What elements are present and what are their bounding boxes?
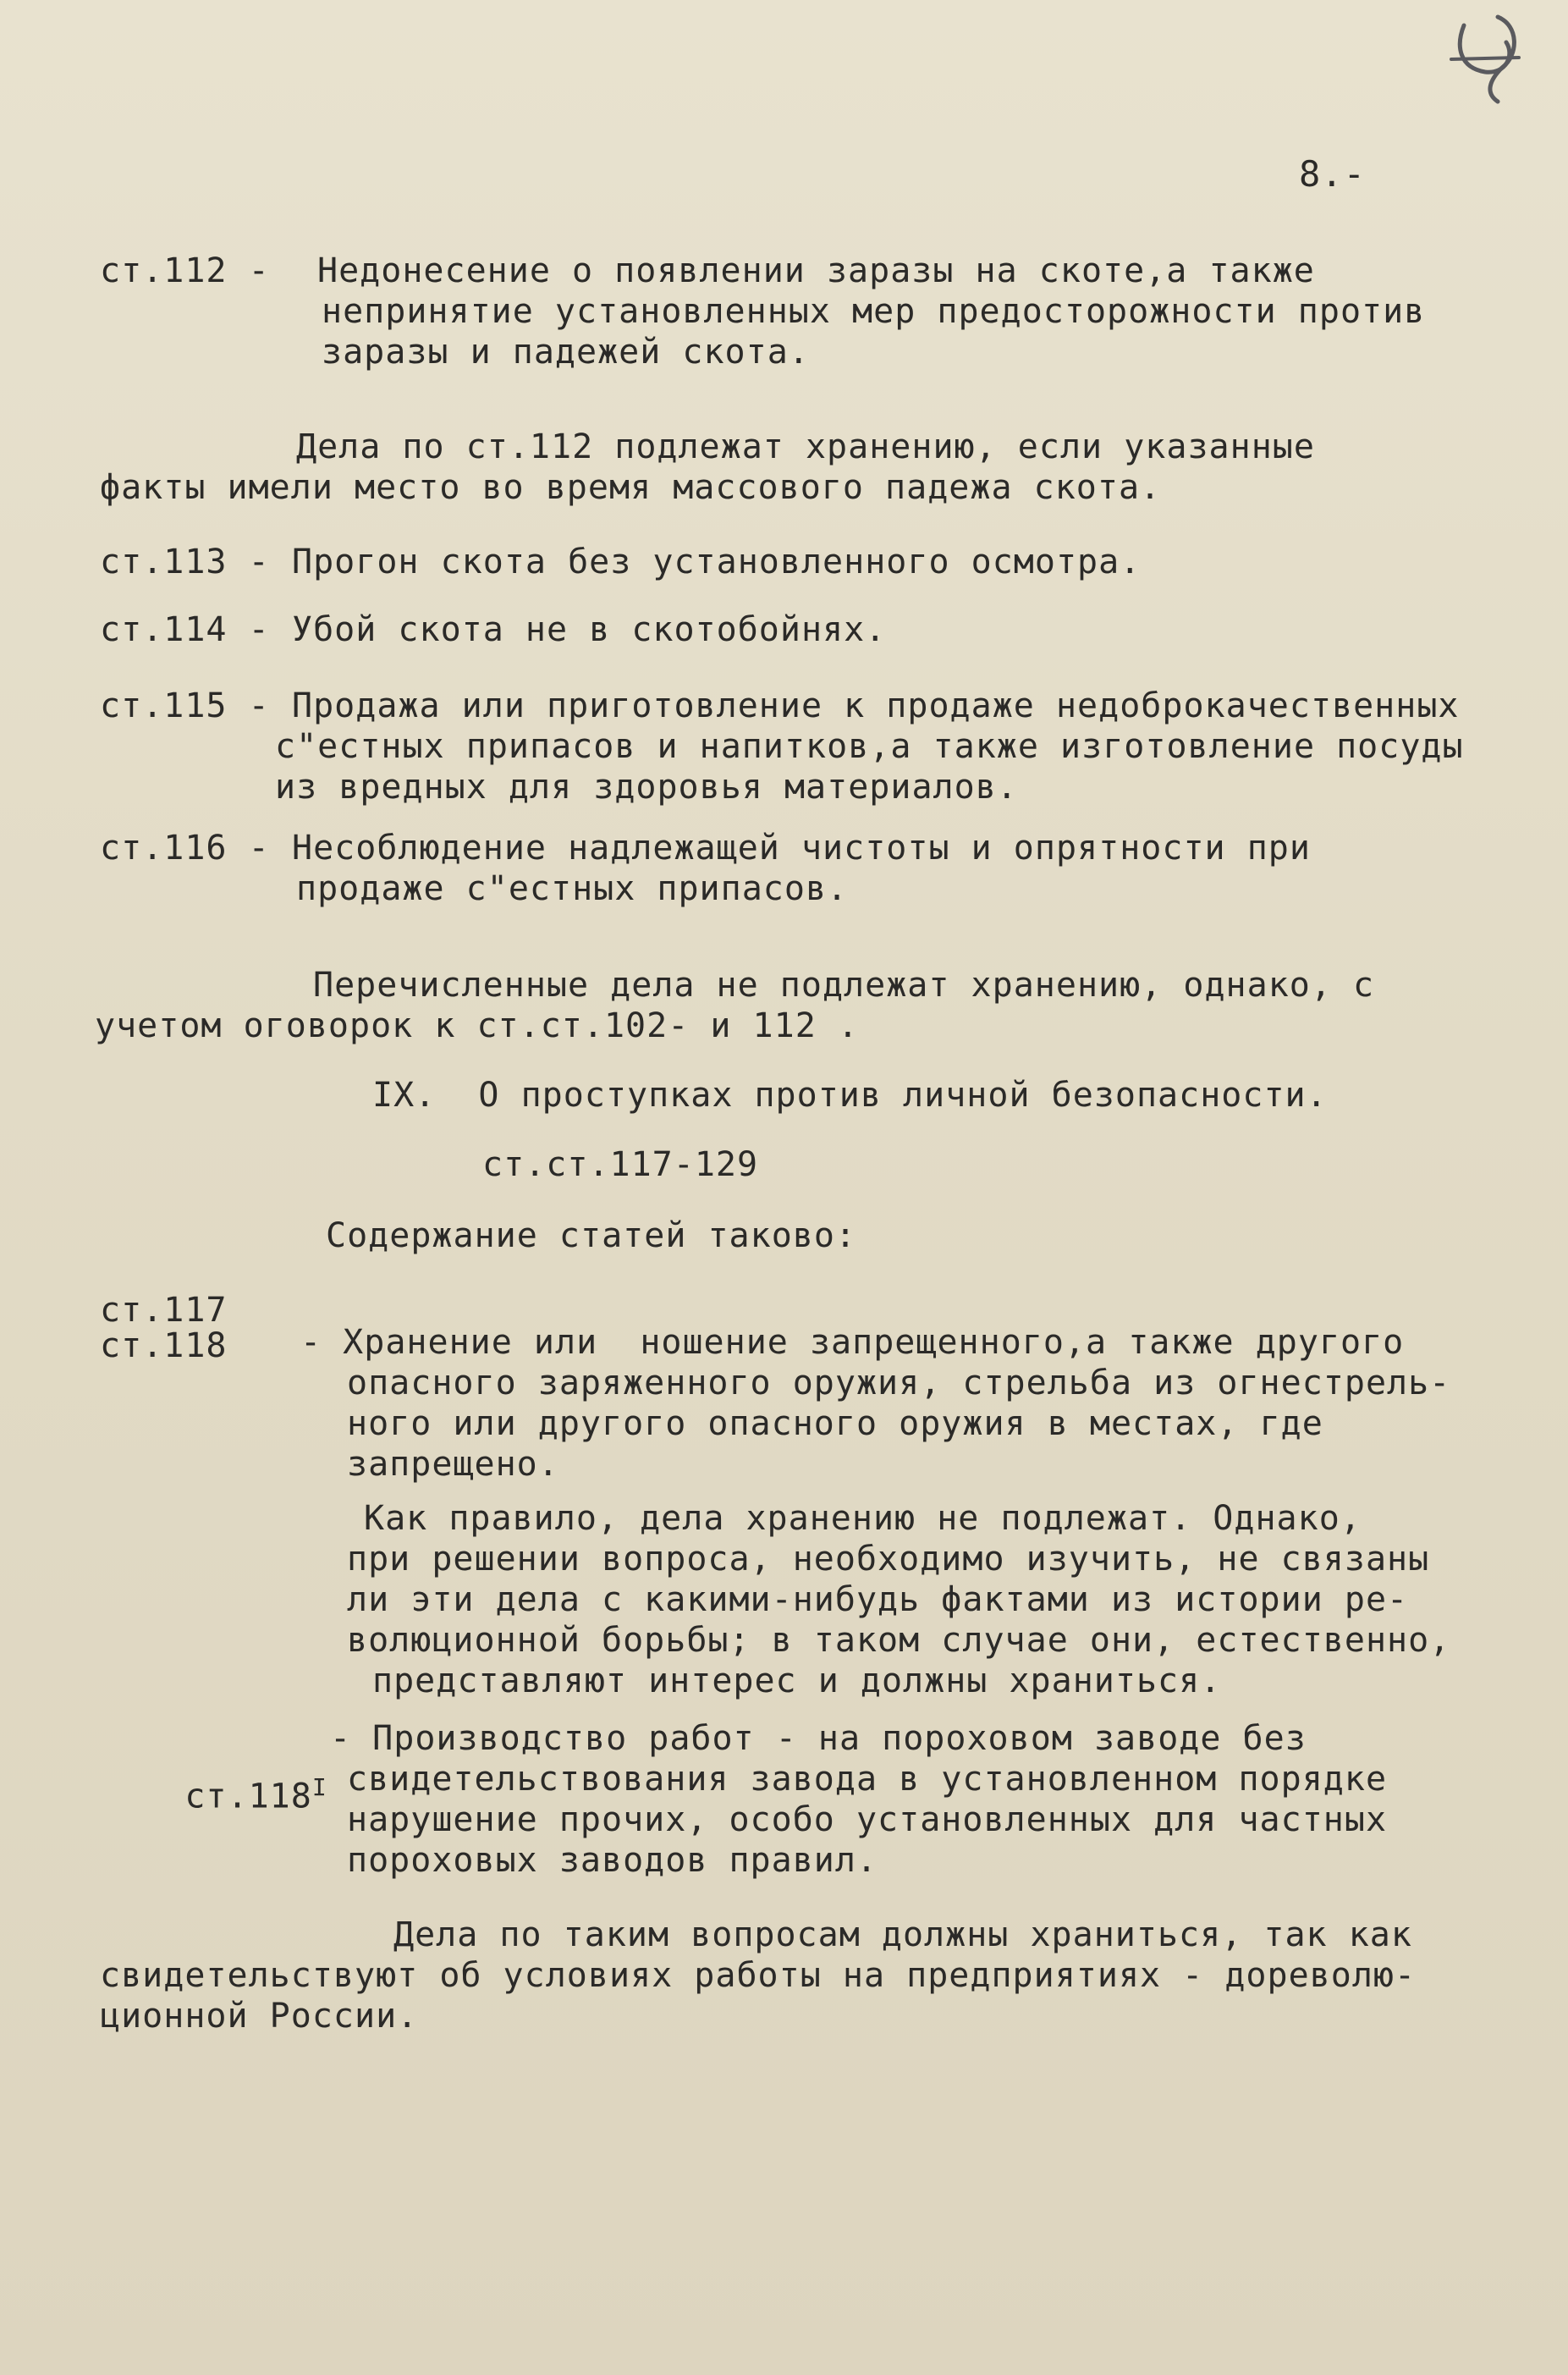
article-label: ст.114 - — [100, 610, 270, 649]
article-text-line: Несоблюдение надлежащей чистоты и опрятности при — [292, 829, 1311, 868]
article-text-line: Недонесение о появлении заразы на скоте,а также — [317, 251, 1315, 290]
article-label: ст.116 - — [100, 829, 270, 868]
note-line: Дела по таким вопросам должны храниться, так как — [393, 1915, 1412, 1954]
note-line: учетом оговорок к ст.ст.102- и 112 . — [95, 1006, 859, 1045]
note-line: ционной России. — [100, 1997, 419, 2036]
note-line: при решении вопроса, необходимо изучить, не связаны — [347, 1540, 1430, 1579]
article-text-line: - Хранение или ношение запрещенного,а также другого — [300, 1323, 1405, 1362]
note-line: факты имели место во время массового падежа скота. — [100, 468, 1162, 507]
article-text-line: опасного заряженного оружия, стрельба из огнестрель- — [347, 1364, 1451, 1402]
section-heading: IX. О проступках против личной безопасности. — [372, 1076, 1328, 1115]
page-number: 8.- — [1299, 153, 1366, 195]
article-label: ст.113 - — [100, 543, 270, 581]
article-text-line: нарушение прочих, особо установленных для частных — [347, 1800, 1388, 1839]
article-label — [100, 1727, 327, 1857]
section-subheading: ст.ст.117-129 — [482, 1145, 759, 1184]
note-line: волюционной борьбы; в таком случае они, естественно, — [347, 1621, 1451, 1660]
note-line: Дела по ст.112 подлежат хранению, если указанные — [296, 427, 1315, 466]
article-text-line: - Производство работ - на пороховом заводе без — [330, 1719, 1307, 1758]
article-text-line: свидетельствования завода в установленном порядке — [347, 1760, 1388, 1799]
article-label: ст.117 — [100, 1291, 228, 1330]
article-text-line: Продажа или приготовление к продаже недоброкачественных — [292, 686, 1460, 725]
article-label: ст.112 - — [100, 251, 270, 290]
article-text-line: Убой скота не в скотобойнях. — [292, 610, 887, 649]
article-text-line: из вредных для здоровья материалов. — [275, 768, 1018, 807]
article-text-line: ного или другого опасного оружия в местах, где — [347, 1404, 1323, 1443]
article-text-line: Прогон скота без установленного осмотра. — [292, 543, 1142, 581]
note-line: Перечисленные дела не подлежат хранению, однако, с — [313, 966, 1375, 1005]
article-text-line: продаже с"естных припасов. — [296, 869, 849, 908]
article-text-line: непринятие установленных мер предосторожности против — [322, 292, 1426, 331]
article-text-line: запрещено. — [347, 1445, 559, 1484]
note-line: ли эти дела с какими-нибудь фактами из истории ре- — [347, 1580, 1409, 1619]
note-line: представляют интерес и должны храниться. — [372, 1661, 1222, 1700]
section-intro: Содержание статей таково: — [326, 1216, 857, 1255]
article-number: ст.118 — [184, 1777, 312, 1816]
article-text-line: с"естных припасов и напитков,а также изготовление посуды — [275, 727, 1464, 766]
handwritten-folio-number — [1439, 8, 1532, 110]
note-line: свидетельствуют об условиях работы на предприятиях - дореволю- — [100, 1956, 1417, 1995]
article-text-line: пороховых заводов правил. — [347, 1841, 878, 1880]
article-label: ст.118 — [100, 1326, 228, 1365]
article-label: ст.115 - — [100, 686, 270, 725]
article-superscript: I — [311, 1773, 327, 1801]
note-line: Как правило, дела хранению не подлежат. Однако, — [364, 1499, 1362, 1538]
article-text-line: заразы и падежей скота. — [322, 333, 810, 372]
